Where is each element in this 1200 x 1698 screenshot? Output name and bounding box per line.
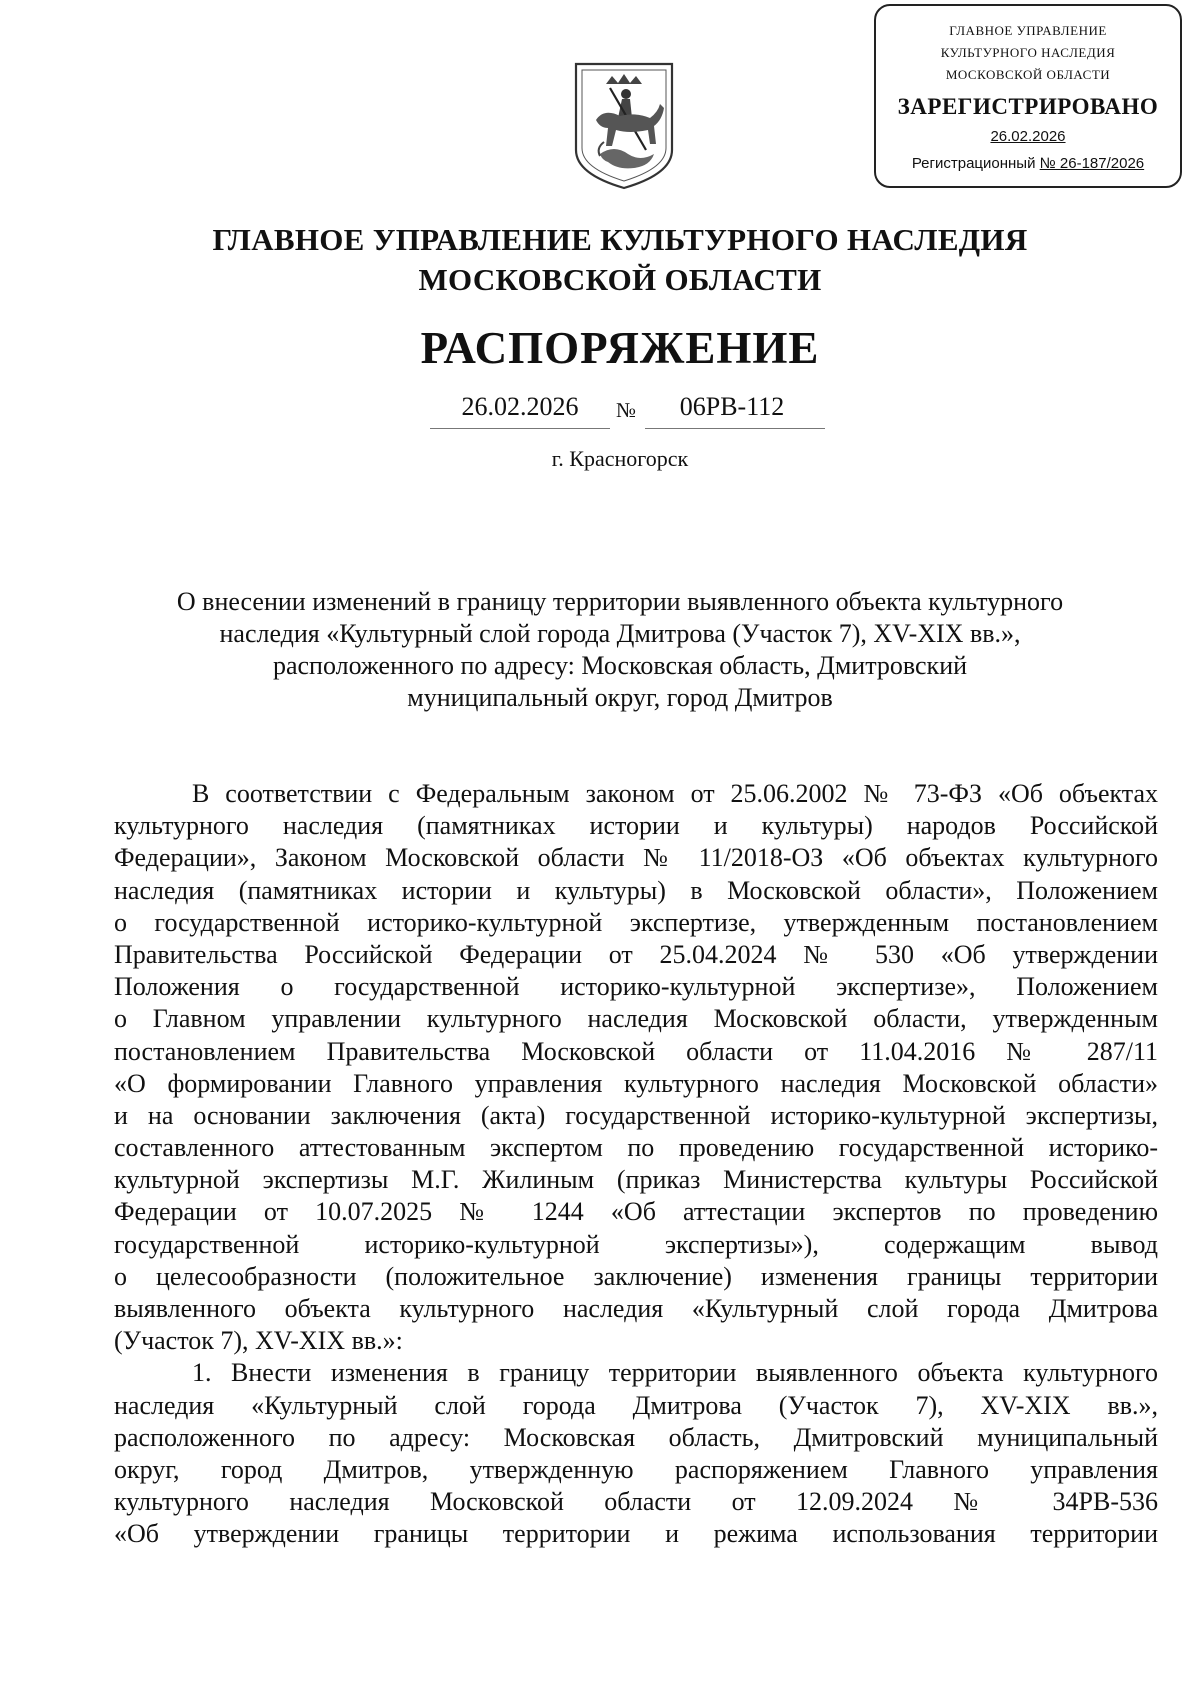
body-line: и на основании заключения (акта) государственной историко-культурной экспертизы, [114, 1100, 1158, 1130]
stamp-reg-label: Регистрационный [911, 155, 1036, 172]
body-line: культурного наследия Московской области от 12.09.2024 № 34РВ-536 [114, 1487, 1158, 1517]
body-line: наследия (памятниках истории и культуры) в Московской области», Положением [114, 875, 1158, 905]
document-subject [130, 586, 1110, 714]
body-line: государственной историко-культурной экспертизы»), содержащим вывод [114, 1229, 1158, 1259]
body-line: расположенного по адресу: Московская область, Дмитровский муниципальный [114, 1422, 1158, 1452]
stamp-org-line2: КУЛЬТУРНОГО НАСЛЕДИЯ [940, 45, 1116, 60]
body-line: (Участок 7), XV-XIX вв.»: [114, 1326, 403, 1356]
document-date: 26.02.2026 [461, 392, 579, 421]
number-sign: № [616, 398, 637, 422]
date-underline [430, 428, 610, 429]
city-name: г. Красногорск [551, 446, 689, 471]
registration-stamp [874, 4, 1182, 188]
stamp-registration-number [876, 155, 1180, 172]
subject-line: О внесении изменений в границу территории выявленного объекта культурного [176, 587, 1064, 616]
body-line: Федерации», Законом Московской области № 11/2018-ОЗ «Об объектах культурного [114, 843, 1158, 873]
body-line: о Главном управлении культурного наследия Московской области, утвержденным [114, 1004, 1158, 1034]
body-line: «Об утверждении границы территории и режима использования территории [114, 1519, 1158, 1549]
stamp-reg-number: № 26-187/2026 [1039, 155, 1145, 172]
body-line: округ, город Дмитров, утвержденную распоряжением Главного управления [114, 1454, 1158, 1484]
org-name-line1: ГЛАВНОЕ УПРАВЛЕНИЕ КУЛЬТУРНОГО НАСЛЕДИЯ [212, 222, 1028, 257]
body-line: о государственной историко-культурной экспертизе, утвержденным постановлением [114, 907, 1158, 937]
body-line: выявленного объекта культурного наследия «Культурный слой города Дмитрова [114, 1294, 1158, 1323]
number-underline [645, 428, 825, 429]
body-line: культурной экспертизы М.Г. Жилиным (приказ Министерства культуры Российской [114, 1165, 1158, 1195]
stamp-date: 26.02.2026 [990, 128, 1066, 145]
body-line: 1. Внести изменения в границу территории выявленного объекта культурного [192, 1358, 1158, 1388]
moscow-region-coat-of-arms-icon [570, 58, 678, 190]
body-line: «О формировании Главного управления культурного наследия Московской области» [114, 1068, 1158, 1098]
body-line: о целесообразности (положительное заключение) изменения границы территории [114, 1261, 1158, 1291]
org-name-line2: МОСКОВСКОЙ ОБЛАСТИ [418, 262, 822, 297]
body-line: В соответствии с Федеральным законом от 25.06.2002 № 73-ФЗ «Об объектах [192, 779, 1158, 808]
body-line: наследия «Культурный слой города Дмитрова (Участок 7), XV-XIX вв.», [114, 1390, 1158, 1420]
stamp-org-line1: ГЛАВНОЕ УПРАВЛЕНИЕ [949, 23, 1107, 38]
body-line: Правительства Российской Федерации от 25.04.2024 № 530 «Об утверждении [114, 939, 1158, 969]
document-body [114, 778, 1158, 1551]
document-number: 06РВ-112 [679, 392, 785, 421]
subject-line: наследия «Культурный слой города Дмитрова (Участок 7), XV-XIX вв.», [219, 619, 1021, 648]
body-line: Федерации от 10.07.2025 № 1244 «Об аттестации экспертов по проведению [114, 1197, 1158, 1227]
subject-line: расположенного по адресу: Московская область, Дмитровский [272, 651, 968, 680]
body-line: постановлением Правительства Московской области от 11.04.2016 № 287/11 [114, 1036, 1158, 1066]
document-type-title: РАСПОРЯЖЕНИЕ [420, 323, 820, 373]
coat-of-arms-emblem [570, 58, 678, 190]
stamp-org-line3: МОСКОВСКОЙ ОБЛАСТИ [945, 67, 1111, 82]
body-line: составленного аттестованным экспертом по проведению государственной историко- [114, 1133, 1158, 1163]
subject-line: муниципальный округ, город Дмитров [407, 683, 833, 712]
stamp-status: ЗАРЕГИСТРИРОВАНО [897, 94, 1159, 119]
body-line: культурного наследия (памятниках истории и культуры) народов Российской [114, 811, 1158, 841]
body-line: Положения о государственной историко-культурной экспертизе», Положением [114, 972, 1158, 1002]
